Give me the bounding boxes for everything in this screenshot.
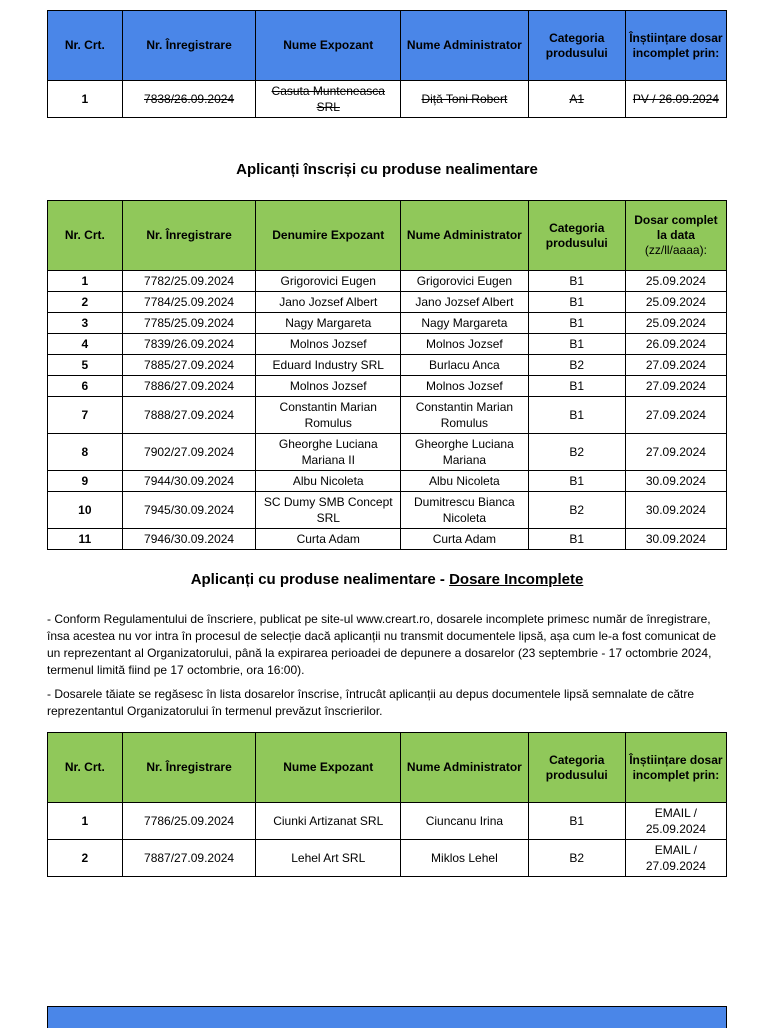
column-header-label: Categoria produsului [545, 30, 608, 60]
column-header [401, 201, 529, 271]
table-cell: B2 [528, 492, 625, 529]
table-cell: 25.09.2024 [625, 271, 726, 292]
column-header [48, 11, 123, 81]
table-cell: 27.09.2024 [625, 355, 726, 376]
column-header-label: Înștiințare dosar incomplet prin: [629, 752, 723, 782]
table-cell: B1 [528, 529, 625, 550]
column-header-label: Înștiințare dosar incomplet prin: [629, 30, 723, 60]
column-header [401, 11, 529, 81]
table-cell: Eduard Industry SRL [256, 355, 401, 376]
table-cell: Grigorovici Eugen [256, 271, 401, 292]
table-cell: 25.09.2024 [625, 313, 726, 334]
table-cell: Constantin Marian Romulus [256, 397, 401, 434]
table-cell: 30.09.2024 [625, 529, 726, 550]
table-cell: Grigorovici Eugen [401, 271, 529, 292]
table-cell: Nagy Margareta [256, 313, 401, 334]
table-cell: 7786/25.09.2024 [122, 803, 256, 840]
table-cell: Gheorghe Luciana Mariana II [256, 434, 401, 471]
table-row [48, 492, 727, 529]
table-row [48, 355, 727, 376]
column-header-label: Nr. Înregistrare [146, 38, 232, 52]
next-table-header-partial [47, 1006, 727, 1028]
table-cell: B1 [528, 471, 625, 492]
table-cell: 4 [48, 334, 123, 355]
table-cell: B1 [528, 376, 625, 397]
table-header-row [48, 11, 727, 81]
column-header [528, 733, 625, 803]
column-header-label: Nr. Crt. [64, 760, 105, 774]
table-cell: 7886/27.09.2024 [122, 376, 256, 397]
table-cell: 7785/25.09.2024 [122, 313, 256, 334]
table-cell: Molnos Jozsef [256, 376, 401, 397]
column-header-label: Categoria produsului [545, 752, 608, 782]
column-header-sublabel: (zz/ll/aaaa): [644, 243, 707, 257]
table-row [48, 81, 727, 118]
column-header-label: Nume Expozant [283, 760, 374, 774]
note-paragraph-regulation: - Conform Regulamentului de înscriere, publicat pe site-ul www.creart.ro, dosarele incomplete primesc număr de înregistrare, însa acestea nu vor intra în procesul de selecție dacă aplicanții nu transmit documentele lipsă, așa cum le-a fost comunicat de un reprezentant al Organizatorului, până la expirarea perioadei de depunere a dosarelor (23 septembrie - 17 octombrie 2024, termenul limită fiind pe 17 octombrie, ora 16:00). [47, 612, 717, 677]
column-header-label: Nume Administrator [406, 38, 522, 52]
table-cell: B1 [528, 292, 625, 313]
table-cell: 7885/27.09.2024 [122, 355, 256, 376]
table-cell: Albu Nicoleta [401, 471, 529, 492]
table-row [48, 397, 727, 434]
registered-nonfood-table [47, 200, 727, 550]
column-header-label: Nr. Crt. [64, 228, 105, 242]
table-cell: SC Dumy SMB Concept SRL [256, 492, 401, 529]
column-header-label: Nume Administrator [406, 228, 522, 242]
table-cell: Burlacu Anca [401, 355, 529, 376]
table-cell: 25.09.2024 [625, 292, 726, 313]
table-cell: 7784/25.09.2024 [122, 292, 256, 313]
incomplete-nonfood-table [47, 732, 727, 877]
table-cell: 7946/30.09.2024 [122, 529, 256, 550]
column-header [122, 201, 256, 271]
table-cell: 30.09.2024 [625, 492, 726, 529]
table-cell: PV / 26.09.2024 [625, 81, 726, 118]
table-cell: 7 [48, 397, 123, 434]
table-cell: 6 [48, 376, 123, 397]
table-row [48, 434, 727, 471]
column-header [256, 11, 401, 81]
table-cell: 3 [48, 313, 123, 334]
table-cell: 27.09.2024 [625, 434, 726, 471]
column-header-label: Categoria produsului [545, 220, 608, 250]
table-cell: Ciunki Artizanat SRL [256, 803, 401, 840]
column-header-label: Nr. Înregistrare [146, 760, 232, 774]
table-cell: 9 [48, 471, 123, 492]
table-cell: Lehel Art SRL [256, 840, 401, 877]
table-cell: 5 [48, 355, 123, 376]
section-heading-registered-nonfood: Aplicanți înscriși cu produse nealimentare [236, 161, 538, 178]
column-header [401, 733, 529, 803]
column-header-label: Nume Administrator [406, 760, 522, 774]
table-cell: Ciuncanu Irina [401, 803, 529, 840]
table-cell: Molnos Jozsef [401, 376, 529, 397]
table-row [48, 334, 727, 355]
note-paragraph-struck-files: - Dosarele tăiate se regăsesc în lista dosarelor înscrise, întrucât aplicanții au depus documentele lipsă semnalate de către reprezentantul Organizatorului în termenul prevăzut înscrierilor. [47, 687, 695, 718]
table-cell: B2 [528, 434, 625, 471]
table-cell: Dumitrescu Bianca Nicoleta [401, 492, 529, 529]
table-cell: 11 [48, 529, 123, 550]
table-cell: 27.09.2024 [625, 376, 726, 397]
table-cell: 27.09.2024 [625, 397, 726, 434]
column-header-label: Dosar complet la data [634, 213, 718, 242]
column-header [48, 733, 123, 803]
table-cell: 7782/25.09.2024 [122, 271, 256, 292]
column-header-label: Nume Expozant [283, 38, 374, 52]
table-cell: Albu Nicoleta [256, 471, 401, 492]
table-cell: 1 [48, 81, 123, 118]
table-cell: B2 [528, 840, 625, 877]
table-cell: 7839/26.09.2024 [122, 334, 256, 355]
table-cell: Miklos Lehel [401, 840, 529, 877]
table-cell: EMAIL / 25.09.2024 [625, 803, 726, 840]
table-row [48, 471, 727, 492]
table-cell: 7888/27.09.2024 [122, 397, 256, 434]
heading-underlined-text: Dosare Incomplete [449, 571, 584, 588]
table-cell: 7945/30.09.2024 [122, 492, 256, 529]
table-cell: Curta Adam [401, 529, 529, 550]
column-header [625, 11, 726, 81]
table-row [48, 271, 727, 292]
table-row [48, 313, 727, 334]
table-cell: Constantin Marian Romulus [401, 397, 529, 434]
table-cell: Molnos Jozsef [256, 334, 401, 355]
table-cell: 10 [48, 492, 123, 529]
column-header [256, 201, 401, 271]
table-cell: B1 [528, 803, 625, 840]
table-cell: 1 [48, 803, 123, 840]
table-cell: Gheorghe Luciana Mariana [401, 434, 529, 471]
table-cell: 7887/27.09.2024 [122, 840, 256, 877]
column-header [528, 201, 625, 271]
table-cell: B1 [528, 334, 625, 355]
column-header [256, 733, 401, 803]
table-cell: B1 [528, 313, 625, 334]
column-header-label: Nr. Înregistrare [146, 228, 232, 242]
table-cell: B1 [528, 271, 625, 292]
table-cell: 2 [48, 292, 123, 313]
column-header-label: Denumire Expozant [272, 228, 385, 242]
table-cell: Casuta Munteneasca SRL [256, 81, 401, 118]
table-cell: EMAIL / 27.09.2024 [625, 840, 726, 877]
incomplete-food-table [47, 10, 727, 118]
notes-block [47, 611, 727, 720]
table-cell: 1 [48, 271, 123, 292]
column-header [122, 733, 256, 803]
table-cell: Molnos Jozsef [401, 334, 529, 355]
table-header-row [48, 201, 727, 271]
table-row [48, 840, 727, 877]
table-cell: Curta Adam [256, 529, 401, 550]
column-header [528, 11, 625, 81]
table-cell: Nagy Margareta [401, 313, 529, 334]
column-header [625, 733, 726, 803]
table-cell: B1 [528, 397, 625, 434]
table-cell: 7838/26.09.2024 [122, 81, 256, 118]
table-cell: 7902/27.09.2024 [122, 434, 256, 471]
column-header [625, 201, 726, 271]
table-cell: 2 [48, 840, 123, 877]
column-header [122, 11, 256, 81]
table-cell: B2 [528, 355, 625, 376]
table-cell: 8 [48, 434, 123, 471]
table-cell: Jano Jozsef Albert [256, 292, 401, 313]
table-cell: A1 [528, 81, 625, 118]
table-row [48, 803, 727, 840]
section-heading-incomplete-nonfood [47, 571, 727, 588]
table-cell: 30.09.2024 [625, 471, 726, 492]
table-cell: Diță Toni Robert [401, 81, 529, 118]
table-row [48, 292, 727, 313]
table-cell: 26.09.2024 [625, 334, 726, 355]
table-cell: Jano Jozsef Albert [401, 292, 529, 313]
table-row [48, 376, 727, 397]
heading-text: Aplicanți cu produse nealimentare - [190, 571, 450, 588]
table-header-row [48, 733, 727, 803]
table-row [48, 529, 727, 550]
column-header-label: Nr. Crt. [64, 38, 105, 52]
column-header [48, 201, 123, 271]
table-cell: 7944/30.09.2024 [122, 471, 256, 492]
